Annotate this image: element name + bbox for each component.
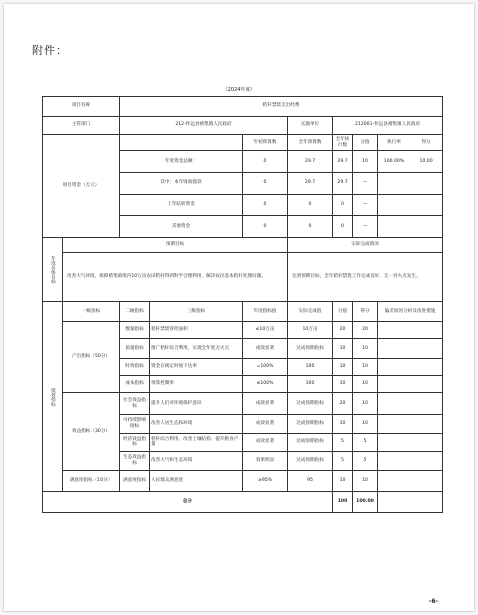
- funds-cell: —: [353, 173, 378, 195]
- funds-cell: —: [353, 194, 378, 216]
- perf-score-value: 10: [333, 415, 353, 433]
- project-name-label: 项目名称: [43, 97, 120, 117]
- perf-score-value: 20: [333, 393, 353, 415]
- perf-target: 成效显著: [243, 393, 288, 415]
- perf-header: 年度指标值: [243, 302, 288, 322]
- perf-note: [378, 358, 443, 375]
- perf-score-value: 10: [333, 339, 353, 359]
- funds-score: 10.00: [419, 158, 433, 164]
- perf-header: 得分: [353, 302, 378, 322]
- funds-cell: 29.7: [333, 151, 353, 173]
- perf-l2: 经济效益指标: [120, 433, 150, 451]
- perf-score: 10: [353, 358, 378, 375]
- perf-l3: 改善人居生态和环境: [150, 415, 243, 433]
- perf-l2: 可持续影响指标: [120, 415, 150, 433]
- perf-l2: 时效指标: [120, 358, 150, 375]
- goals-expected-text: 改善大气环境，保障褚集镇境内10万亩农田秸秆得到科学合理利用，解决农民基本秸秆处理问题。: [63, 253, 288, 302]
- unit-value: 212001-怀远县褚集镇人民政府: [333, 116, 443, 134]
- funds-cell: 10: [353, 151, 378, 173]
- perf-actual: 95: [288, 470, 333, 492]
- goals-expected-label: 预期目标: [63, 238, 288, 253]
- perf-target: 成效显著: [243, 433, 288, 451]
- perf-target: 效果明显: [243, 452, 288, 470]
- funds-header: 执行率: [387, 139, 401, 145]
- perf-label: 绩效指标: [43, 302, 63, 492]
- output-label: 产出指标（50分）: [63, 321, 120, 393]
- total-label: 总分: [43, 492, 333, 513]
- total-score-value: 100: [333, 492, 353, 513]
- perf-target: ≤10万亩: [243, 321, 288, 338]
- perf-note: [378, 433, 443, 451]
- funds-header-pair: [378, 135, 443, 151]
- perf-note: [378, 470, 443, 492]
- perf-score: 5: [353, 452, 378, 470]
- funds-cell: 29.7: [333, 173, 353, 195]
- funds-header: 分值: [353, 135, 378, 151]
- perf-actual: 达成预期指标: [288, 339, 333, 359]
- perf-score: 10: [353, 376, 378, 393]
- perf-actual: 达成预期指标: [288, 452, 333, 470]
- perf-l2: 社会效益指标: [120, 393, 150, 415]
- funds-label: 项目资金（万元）: [43, 135, 120, 238]
- perf-target: ≤100%: [243, 376, 288, 393]
- perf-score: 10: [353, 393, 378, 415]
- perf-actual: 达成预期指标: [288, 415, 333, 433]
- funds-cell: 0: [243, 216, 288, 238]
- perf-target: ≥95%: [243, 470, 288, 492]
- perf-l3: 提升人们对环境保护意识: [150, 393, 243, 415]
- perf-actual: 达成预期指标: [288, 393, 333, 415]
- perf-actual: 100: [288, 358, 333, 375]
- perf-header: 一级指标: [63, 302, 120, 322]
- perf-actual: 达成预期指标: [288, 433, 333, 451]
- perf-l3: 预算控制率: [150, 376, 243, 393]
- perf-l3: 秸秆综合利用、改善土壤结构、提升粮食产量: [150, 433, 243, 451]
- funds-cell: 0: [333, 216, 353, 238]
- perf-target: 成效显著: [243, 339, 288, 359]
- funds-row-name: 其他资金: [120, 216, 243, 238]
- perf-note: [378, 339, 443, 359]
- goals-actual-text: 达到预期目标，全年秸秆禁烧工作完成良好，无一处火点发生。: [288, 253, 443, 302]
- funds-blank: [378, 216, 443, 238]
- perf-l3: 改善大气和生态环境: [150, 452, 243, 470]
- page-number: -6-: [428, 598, 438, 605]
- perf-score: 10: [353, 339, 378, 359]
- document-page: [4, 4, 474, 611]
- funds-blank: [378, 194, 443, 216]
- perf-actual: 10万亩: [288, 321, 333, 338]
- funds-rate-score: [378, 151, 443, 173]
- funds-row-name: 上年结转资金: [120, 194, 243, 216]
- table-row: [43, 393, 443, 415]
- goals-actual-label: 实际完成情况: [288, 238, 443, 253]
- perf-note: [378, 321, 443, 338]
- goals-label: 年度总体目标: [43, 238, 63, 302]
- perf-actual: 100: [288, 376, 333, 393]
- perf-header: 二级指标: [120, 302, 150, 322]
- funds-header: 年初预算数: [243, 135, 288, 151]
- perf-target: =100%: [243, 358, 288, 375]
- funds-cell: 29.7: [288, 151, 333, 173]
- satisfaction-label: 满意度指标（10分）: [63, 470, 120, 492]
- unit-label: 实施单位: [288, 116, 333, 134]
- year-label: （2024年度）: [222, 87, 256, 93]
- perf-score-value: 5: [333, 433, 353, 451]
- perf-header: 分值: [333, 302, 353, 322]
- funds-rate: 100.00%: [383, 158, 405, 164]
- perf-l2: 质量指标: [120, 339, 150, 359]
- funds-cell: 0: [243, 173, 288, 195]
- perf-score-value: 20: [333, 321, 353, 338]
- funds-cell: 0: [288, 194, 333, 216]
- table-row: [43, 321, 443, 338]
- perf-note: [378, 376, 443, 393]
- funds-cell: 0: [243, 151, 288, 173]
- perf-score: 5: [353, 433, 378, 451]
- total-blank: [378, 492, 443, 513]
- perf-note: [378, 415, 443, 433]
- funds-cell: 29.7: [288, 173, 333, 195]
- funds-header: 全年执行数: [333, 135, 353, 151]
- perf-l2: 成本指标: [120, 376, 150, 393]
- table-row: [43, 470, 443, 492]
- perf-score-value: 10: [333, 376, 353, 393]
- performance-table: [42, 96, 443, 513]
- funds-header-blank: [120, 135, 243, 151]
- perf-score: 10: [353, 470, 378, 492]
- perf-score: 20: [353, 321, 378, 338]
- perf-l2: 满意度指标: [120, 470, 150, 492]
- perf-header: 偏差原因分析及改进措施: [378, 302, 443, 322]
- perf-note: [378, 393, 443, 415]
- perf-header: 实际完成值: [288, 302, 333, 322]
- funds-header: 得分: [421, 139, 431, 145]
- funds-cell: —: [353, 216, 378, 238]
- effect-label: 效益指标（30分）: [63, 393, 120, 470]
- funds-row-name: 其中：本年财政拨款: [120, 173, 243, 195]
- funds-blank: [378, 173, 443, 195]
- project-name-value: 秸秆禁烧支出经费: [120, 97, 443, 117]
- perf-l3: 秸秆禁烧管控面积: [150, 321, 243, 338]
- funds-cell: 0: [333, 194, 353, 216]
- funds-header: 全年预算数: [288, 135, 333, 151]
- total-score: 100.00: [353, 492, 378, 513]
- annex-label: 附件：: [32, 44, 68, 57]
- perf-score-value: 10: [333, 470, 353, 492]
- perf-header: 三级指标: [150, 302, 243, 322]
- funds-row-name: 年度资金总额：: [120, 151, 243, 173]
- perf-target: 成效显著: [243, 415, 288, 433]
- dept-label: 主管部门: [43, 116, 120, 134]
- dept-value: 212-怀远县褚集镇人民政府: [120, 116, 288, 134]
- funds-cell: 0: [288, 216, 333, 238]
- perf-score-value: 5: [333, 452, 353, 470]
- perf-score: 10: [353, 415, 378, 433]
- funds-cell: 0: [243, 194, 288, 216]
- perf-score-value: 10: [333, 358, 353, 375]
- perf-l3: 人民群众满意度: [150, 470, 243, 492]
- perf-l3: 推广秸秆综合利用，实现全年度无火点: [150, 339, 243, 359]
- perf-l2: 数量指标: [120, 321, 150, 338]
- perf-note: [378, 452, 443, 470]
- perf-l2: 生态效益指标: [120, 452, 150, 470]
- perf-l3: 资金在规定时间下达率: [150, 358, 243, 375]
